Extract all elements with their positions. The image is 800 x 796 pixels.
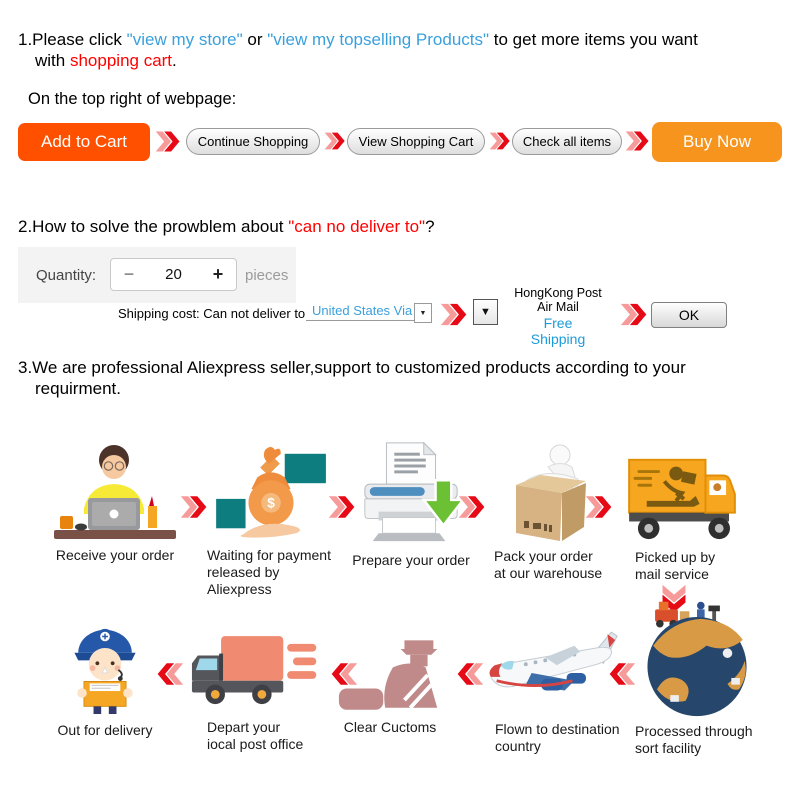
arrow-right-icon bbox=[440, 303, 468, 326]
section3-text: 3.We are professional Aliexpress seller,support to customized products according to your requirment. bbox=[18, 358, 686, 398]
arrow-right-icon bbox=[489, 131, 511, 151]
country-dropdown-arrow[interactable]: ▼ bbox=[414, 303, 432, 323]
quantity-panel bbox=[18, 247, 296, 303]
section1-line2: with shopping cart. bbox=[35, 51, 177, 70]
customs-officer-icon bbox=[328, 638, 452, 714]
flow-step-label: Pack your order at our warehouse bbox=[494, 548, 603, 581]
arrow-left-icon bbox=[456, 662, 484, 686]
flow-step-out-for-delivery bbox=[40, 622, 170, 739]
continue-shopping-button[interactable]: Continue Shopping bbox=[186, 128, 320, 155]
arrow-right-icon bbox=[585, 495, 613, 519]
shipping-country-select[interactable]: United States Via bbox=[306, 303, 418, 321]
shipping-cost-label: Shipping cost: Can not deliver to bbox=[118, 306, 306, 321]
arrow-right-icon bbox=[625, 130, 650, 152]
flow-step-label: Receive your order bbox=[55, 547, 175, 563]
mail-truck-icon bbox=[622, 448, 742, 544]
subtitle-top-right: On the top right of webpage: bbox=[28, 90, 237, 108]
flow-step-receive-order bbox=[40, 437, 190, 564]
person-at-laptop-icon bbox=[40, 437, 190, 542]
flow-step-label: Clear Cuctoms bbox=[343, 719, 437, 735]
arrow-right-icon bbox=[620, 303, 648, 326]
quantity-label: Quantity: bbox=[36, 267, 97, 284]
add-to-cart-button[interactable]: Add to Cart bbox=[18, 123, 150, 161]
arrow-right-icon bbox=[155, 130, 181, 153]
money-bag-hand-icon bbox=[197, 444, 347, 542]
view-topselling-link: "view my topselling Products" bbox=[267, 30, 490, 49]
flow-step-label: Processed through sort facility bbox=[635, 723, 753, 756]
arrow-right-icon bbox=[324, 131, 346, 151]
flow-step-picked-up bbox=[622, 448, 742, 583]
carrier-name: HongKong Post Air Mail bbox=[514, 286, 602, 314]
section1-text bbox=[18, 29, 778, 71]
ok-button[interactable]: OK bbox=[651, 302, 727, 328]
buy-now-button[interactable]: Buy Now bbox=[652, 122, 782, 162]
flow-step-label: Waiting for payment released by Aliexpress bbox=[207, 547, 331, 597]
flow-step-label: Prepare your order bbox=[352, 552, 470, 568]
delivery-boy-icon bbox=[40, 622, 170, 717]
quantity-unit: pieces bbox=[245, 267, 289, 284]
globe-sorting-icon bbox=[622, 596, 772, 718]
section1-line1: 1.Please click "view my store" or "view my topselling Products" to get more items you want bbox=[18, 30, 698, 49]
section2-heading: 2.How to solve the prowblem about "can no deliver to"? bbox=[18, 217, 435, 236]
flow-step-label: Flown to destination country bbox=[495, 721, 620, 754]
printer-download-icon bbox=[342, 437, 480, 547]
flow-step-label: Out for delivery bbox=[57, 722, 153, 738]
flow-step-flown-destination bbox=[483, 632, 623, 755]
shipping-method-dropdown[interactable]: ▼ bbox=[473, 299, 498, 325]
arrow-right-icon bbox=[458, 495, 486, 519]
can-no-deliver-text: "can no deliver to" bbox=[288, 217, 426, 236]
quantity-stepper[interactable] bbox=[110, 258, 237, 291]
view-my-store-link: "view my store" bbox=[126, 30, 243, 49]
view-shopping-cart-button[interactable]: View Shopping Cart bbox=[347, 128, 485, 155]
arrow-left-icon bbox=[156, 662, 184, 686]
flow-step-label: Depart your iocal post office bbox=[207, 719, 304, 752]
free-shipping-text: Free Shipping bbox=[530, 315, 586, 347]
packing-box-icon bbox=[487, 443, 617, 543]
flow-step-sort-facility bbox=[622, 596, 772, 757]
quantity-value[interactable]: 20 bbox=[165, 266, 182, 283]
quantity-plus-button[interactable]: + bbox=[212, 264, 224, 284]
flow-step-label: Picked up by mail service bbox=[635, 549, 716, 582]
flow-step-clear-customs bbox=[328, 638, 452, 736]
flow-step-depart-post-office bbox=[185, 636, 330, 753]
svg-text:$: $ bbox=[267, 495, 275, 511]
flow-step-waiting-payment bbox=[197, 444, 347, 598]
check-all-items-button[interactable]: Check all items bbox=[512, 128, 622, 155]
shopping-cart-text: shopping cart bbox=[69, 51, 173, 70]
post-truck-icon bbox=[185, 636, 330, 714]
airplane-icon bbox=[483, 632, 623, 716]
quantity-minus-button[interactable]: − bbox=[123, 264, 135, 284]
